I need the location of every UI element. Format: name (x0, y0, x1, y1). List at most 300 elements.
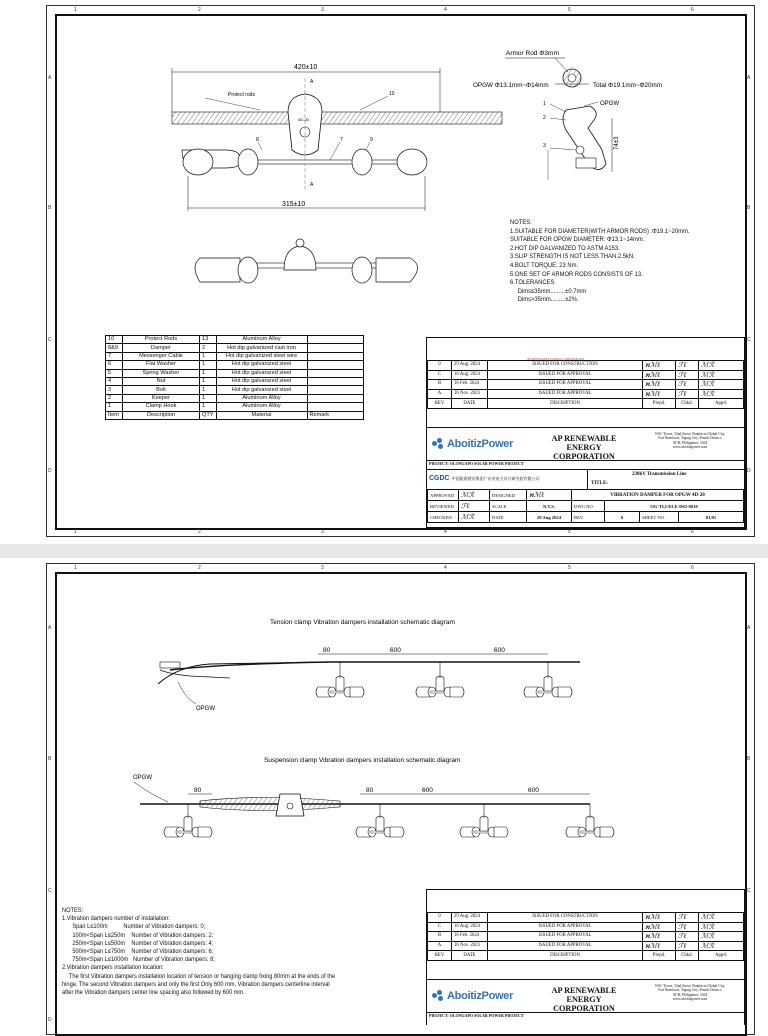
armor-rod-leader (555, 58, 568, 72)
approved-signature: ℳℛ (459, 490, 490, 501)
callout-8: 8 (256, 137, 259, 143)
suspension-dim-80-right: 80 (366, 787, 374, 794)
bom-item: 2 (106, 394, 123, 402)
rev-id: A (428, 941, 452, 951)
rev-prepd-signature: ⳮℳℓ (643, 922, 676, 932)
callout-9: 9 (370, 137, 373, 143)
bom-desc: Bolt (123, 386, 200, 394)
bom-remark (307, 352, 364, 360)
note-4: 4.BOLT TORQUE: 23 Nm. (510, 261, 579, 269)
revision-header (428, 951, 744, 961)
rev-header-prepd: Prepd. (643, 951, 676, 961)
rev-header-appd: Appd. (699, 951, 744, 961)
suspension-diagram-title: Suspension clamp Vibration dampers installation schematic diagram (264, 757, 461, 764)
rev-date: 16 Nov. 2023 (452, 389, 488, 399)
rev-chkd-signature: ℱℓ (676, 932, 699, 942)
dwg-no-label: DWG NO. (572, 501, 605, 512)
bom-row (106, 336, 364, 344)
bom-row (106, 394, 364, 402)
grid-row-c: C (48, 888, 52, 894)
rev-chkd-signature: ℱℓ (676, 389, 699, 399)
revision-row (428, 913, 744, 923)
rev-date: 16 Feb. 2024 (452, 380, 488, 390)
revision-table-2 (427, 912, 744, 961)
sheet2-notes (62, 907, 335, 997)
note-6b: Dims>35mm.........±2%. (517, 296, 579, 304)
leader-8 (258, 142, 262, 150)
suspension-dim-600-b: 600 (528, 787, 539, 794)
dim-body-text: 315±10 (282, 201, 306, 208)
grid-row-a-right: A (747, 75, 751, 81)
rev-desc: ISSUED FOR APPROVAL (488, 370, 643, 380)
grid-col-1: 1 (74, 7, 77, 13)
rev-desc: ISSUED FOR APPROVAL (488, 941, 643, 951)
note-1-span-3: 500m<Span L≤750m Number of Vibration dampers: 6; (72, 948, 214, 956)
bom-remark (307, 361, 364, 369)
rev-date: 29 Aug. 2024 (452, 913, 488, 923)
grid-col-2: 2 (198, 7, 201, 13)
armor-rod-text: Armor Rod Φ3mm (506, 50, 559, 57)
bom-material: Hot dip galvanized steel (216, 369, 307, 377)
bom-header-qty: QTY (200, 411, 217, 419)
damper-mass-right-outer (397, 149, 427, 175)
rev-desc: ISSUED FOR APPROVAL (488, 389, 643, 399)
rev-chkd-signature: ℱℓ (676, 380, 699, 390)
address-line: NCR, Philippines, 1634 (672, 992, 708, 997)
bom-desc: Protect Rods (123, 336, 200, 344)
rev-chkd-signature: ℱℓ (676, 941, 699, 951)
company-address (637, 984, 743, 1001)
rev-header-prepd: Prepd. (643, 399, 676, 409)
rev-header-rev: REV (428, 951, 452, 961)
grid-col-5: 5 (568, 565, 571, 571)
approval-row (428, 490, 744, 501)
side-view-bolt (576, 146, 584, 154)
clamp-part-code: 4D-20 (298, 117, 309, 122)
bom-item: 5 (106, 369, 123, 377)
note-2-text-2: hinge. The second Vibration dampers and only the first Only 600 mm, Vibration dampers centerline interval (62, 980, 330, 988)
tension-diagram-title: Tension clamp Vibration dampers installation schematic diagram (270, 619, 455, 626)
note-1: 1.SUITABLE FOR DIAMETER(WITH ARMOR RODS) :Φ19.1~20mm. (510, 227, 690, 235)
address-line: Fort Bonifacio, Taguig City, Fourth District, (658, 988, 722, 993)
tension-clamp-lower (160, 670, 230, 678)
rev-id: 0 (428, 361, 452, 371)
grid-row-d: D (48, 1017, 52, 1023)
aboitiz-logo (432, 438, 513, 450)
title-block (426, 337, 745, 528)
section-a-bottom: A (310, 182, 314, 188)
company-row (427, 979, 744, 1013)
address-line: NAC Tower, 32nd Street, Bonifacio Global City, (654, 432, 726, 436)
checked-signature: ℳℛ (459, 512, 490, 523)
rev-value: 0 (605, 512, 640, 523)
grid-col-2: 2 (198, 565, 201, 571)
bom-item: 6 (106, 361, 123, 369)
aboitiz-wordmark: AboitizPower (447, 438, 514, 450)
bom-header-material: Material (216, 411, 307, 419)
bom-header-remark: Remark (307, 411, 364, 419)
scale-value: N.T.S. (527, 501, 572, 512)
bill-of-materials (105, 335, 364, 420)
bottom-view-clamp-top (296, 239, 304, 247)
bottom-view-mass-left (195, 258, 240, 282)
bom-item: 8&9 (106, 344, 123, 352)
bom-desc: Nut (123, 377, 200, 385)
tension-dim-80: 80 (323, 647, 331, 654)
bom-qty: 13 (200, 336, 217, 344)
revision-row (428, 941, 744, 951)
revision-row (428, 389, 744, 399)
note-1-span-4: 750m<Span L≤1000m Number of Vibration dampers: 8; (72, 956, 215, 964)
rev-prepd-signature: ⳮℳℓ (643, 913, 676, 923)
approval-stamp-text: AP RENEWABLE ENERGY CORPORATION (527, 357, 585, 361)
sheet-no-label: SHEET NO. (640, 512, 679, 523)
tension-opgw-leader (178, 682, 196, 704)
protect-rods-label: Protect rods (228, 92, 255, 98)
bom-desc: Damper (123, 344, 200, 352)
rev-label: REV. (572, 512, 605, 523)
grid-row-c-right: C (747, 337, 751, 343)
bom-material: Hot dip galvanized steel (216, 377, 307, 385)
note-2: 2.Vibration dampers installation location: (62, 964, 164, 972)
line-name: 230kV Transmission Line (632, 472, 687, 477)
reviewed-label: REVIEWED (428, 501, 459, 512)
rev-date: 16 Nov. 2023 (452, 941, 488, 951)
rev-prepd-signature: ⳮℳℓ (643, 380, 676, 390)
grid-col-2-bottom: 2 (198, 529, 201, 535)
tension-dim-600-b: 600 (494, 647, 505, 654)
side-opgw-label: OPGW (600, 101, 619, 107)
cgdc-mark: CGDC (429, 475, 450, 482)
note-2: 2.HOT DIP GALVANIZED TO ASTM A153. (510, 244, 620, 252)
opgw-conductor-with-rods (172, 112, 502, 124)
grid-row-c-right: C (747, 888, 751, 894)
rev-header-appd: Appd. (699, 399, 744, 409)
rev-chkd-signature: ℱℓ (676, 913, 699, 923)
drawing-title: VIBRATION DAMPER FOR OPGW 4D-20 (572, 490, 744, 501)
rev-appd-signature: ℳℛ (699, 380, 744, 390)
approval-row (428, 512, 744, 523)
bom-material: Hot dip galvanized steel wire (216, 352, 307, 360)
grid-col-6-bottom: 6 (691, 529, 694, 535)
callout-2: 2 (543, 115, 546, 121)
rev-id: B (428, 932, 452, 942)
title-block-blank-row (427, 338, 744, 361)
note-6: 6.TOLERANCES (510, 279, 555, 287)
bom-material: Hot dip galvanized steel (216, 386, 307, 394)
bom-material: Aluminum Alloy (216, 336, 307, 344)
rev-id: B (428, 380, 452, 390)
bom-material: Aluminum Alloy (216, 403, 307, 411)
rev-prepd-signature: ⳮℳℓ (643, 361, 676, 371)
designed-signature: ⳮℳℓ (527, 490, 572, 501)
note-6a: Dims≤35mm.........±0.7mm (517, 287, 587, 295)
note-2-text-1: The first Vibration dampers installation location of tension or hanging clamp fixing 80mm at the ends of the (68, 972, 336, 980)
suspension-dim-600-a: 600 (422, 787, 433, 794)
rev-header-desc: DISCRIPTION (488, 951, 643, 961)
bom-remark (307, 336, 364, 344)
rev-desc: ISSUED FOR CONSTRUCTION (488, 913, 643, 923)
note-2-text-3: after the Vibration dampers center line spacing also followed by 600 mm. (62, 989, 245, 997)
rev-appd-signature: ℳℛ (699, 370, 744, 380)
note-1: 1.Vibration dampers number of installation: (62, 915, 170, 923)
bom-remark (307, 403, 364, 411)
bottom-view-mass-right (376, 258, 418, 282)
revision-header (428, 399, 744, 409)
approval-grid (427, 489, 744, 523)
bottom-view-mass-left-inner (238, 257, 258, 283)
damper-mass-left-inner (238, 149, 258, 175)
grid-col-3: 3 (321, 7, 324, 13)
leader-7 (330, 142, 340, 160)
note-5: 5.ONE SET OF ARMOR RODS CONSISTS OF 13. (510, 270, 643, 278)
bom-desc: Spring Washer (123, 369, 200, 377)
grid-col-4-bottom: 4 (444, 529, 447, 535)
date-label: DATE (490, 512, 527, 523)
address-line: www.aboitizpower.com (672, 444, 708, 449)
bom-item: 1 (106, 403, 123, 411)
rev-id: 0 (428, 913, 452, 923)
rev-prepd-signature: ⳮℳℓ (643, 389, 676, 399)
divider (587, 470, 588, 490)
rev-date: 16 Aug. 2024 (452, 370, 488, 380)
bom-row (106, 344, 364, 352)
company-row (427, 427, 744, 461)
rev-appd-signature: ℳℛ (699, 922, 744, 932)
bom-qty: 1 (200, 352, 217, 360)
grid-col-5-bottom: 5 (568, 529, 571, 535)
cgdc-logo (429, 475, 540, 482)
date-value: 29 Aug 2024 (527, 512, 572, 523)
title-label: TITLE: (591, 481, 608, 486)
bom-row (106, 369, 364, 377)
grid-col-1-bottom: 1 (74, 529, 77, 535)
address-line: www.aboitizpower.com (672, 996, 708, 1001)
opgw-core (568, 74, 576, 82)
grid-col-3: 3 (321, 565, 324, 571)
company-address (637, 432, 743, 449)
rev-desc: ISSUED FOR APPROVAL (488, 922, 643, 932)
approved-label: APPROVED (428, 490, 459, 501)
rev-header-date: DATE (452, 399, 488, 409)
grid-col-1: 1 (74, 565, 77, 571)
rev-prepd-signature: ⳮℳℓ (643, 941, 676, 951)
rev-header-date: DATE (452, 951, 488, 961)
notes-heading: NOTES: (510, 219, 532, 226)
dim-vertical-text: 74±3 (614, 136, 620, 150)
bottom-view-mass-right-inner (352, 257, 372, 283)
suspension-opgw-label: OPGW (133, 775, 152, 781)
drawing-sheet-2 (0, 558, 768, 1024)
rev-prepd-signature: ⳮℳℓ (643, 932, 676, 942)
company-name: AP RENEWABLE ENERGY CORPORATION (551, 986, 617, 1013)
rev-appd-signature: ℳℛ (699, 941, 744, 951)
aboitiz-bubbles-icon (432, 438, 444, 450)
bottom-view-clamp (284, 246, 316, 270)
bom-header-desc: Description (123, 411, 200, 419)
rev-desc: ISSUED FOR APPROVAL (488, 380, 643, 390)
rev-prepd-signature: ⳮℳℓ (643, 370, 676, 380)
note-1-span-2: 250m<Span L≤500m Number of Vibration dampers: 4; (72, 939, 214, 947)
grid-row-a-right: A (747, 625, 751, 631)
grid-col-6: 6 (691, 565, 694, 571)
grid-row-d: D (48, 468, 52, 474)
total-dia-text: Total Φ19.1mm~Φ20mm (593, 82, 663, 89)
tension-opgw-label: OPGW (196, 706, 215, 712)
rev-header-chkd: Chkd. (676, 399, 699, 409)
rev-appd-signature: ℳℛ (699, 361, 744, 371)
grid-row-b-right: B (747, 756, 751, 762)
bom-row (106, 403, 364, 411)
bom-qty: 1 (200, 377, 217, 385)
bom-row (106, 361, 364, 369)
address-line: NAC Tower, 32nd Street, Bonifacio Global City, (654, 984, 726, 988)
bom-header (106, 411, 364, 419)
rev-desc: ISSUED FOR CONSTRUCTION (488, 361, 643, 371)
grid-row-b-right: B (747, 205, 751, 211)
grid-row-c: C (48, 337, 52, 343)
bom-item: 4 (106, 377, 123, 385)
bom-qty: 1 (200, 369, 217, 377)
bom-remark (307, 377, 364, 385)
company-name: AP RENEWABLE ENERGY CORPORATION (551, 434, 617, 461)
dim-overall-text: 420±10 (294, 64, 318, 71)
project-name: PROJECT: OLONGAPO SOLAR POWER PROJECT (429, 461, 524, 466)
bom-row (106, 352, 364, 360)
bom-qty: 1 (200, 361, 217, 369)
grid-row-a: A (48, 625, 52, 631)
approval-row (428, 501, 744, 512)
suspension-damper-left (164, 816, 212, 837)
bom-material: Hot dip galvanized cast iron (216, 344, 307, 352)
grid-col-4: 4 (444, 565, 447, 571)
tension-clamp-fitting (160, 662, 180, 668)
aboitiz-bubbles-icon (432, 990, 444, 1002)
bom-header-item: Item (106, 411, 123, 419)
bom-qty: 1 (200, 403, 217, 411)
tension-dim-600-a: 600 (390, 647, 401, 654)
bom-row (106, 386, 364, 394)
sheet1-notes (510, 219, 689, 305)
rev-id: A (428, 389, 452, 399)
opgw-dia-text: OPGW Φ13.1mm~Φ14mm (473, 82, 549, 89)
bom-qty: 2 (200, 344, 217, 352)
bom-remark (307, 369, 364, 377)
project-name: PROJECT: OLONGAPO SOLAR POWER PROJECT (429, 1013, 524, 1018)
leader-opgw (584, 102, 598, 106)
designed-label: DESIGNED (490, 490, 527, 501)
rev-header-rev: REV (428, 399, 452, 409)
address-line: Fort Bonifacio, Taguig City, Fourth District, (658, 436, 722, 441)
bom-item: 10 (106, 336, 123, 344)
aboitiz-logo (432, 990, 513, 1002)
section-a-top: A (310, 79, 314, 85)
notes-heading: NOTES: (62, 907, 84, 914)
grid-col-5: 5 (568, 7, 571, 13)
revision-row (428, 932, 744, 942)
tension-damper-1 (316, 676, 364, 697)
suspension-armor-rods (200, 798, 340, 811)
leader-3 (550, 148, 576, 150)
revision-row (428, 361, 744, 371)
bom-item: 3 (106, 386, 123, 394)
rev-date: 16 Aug. 2024 (452, 922, 488, 932)
bom-desc: Keeper (123, 394, 200, 402)
suspension-damper-2 (460, 816, 508, 837)
rev-header-chkd: Chkd. (676, 951, 699, 961)
callout-10: 10 (389, 91, 395, 97)
dwg-no-value: OG-TLI-ELE-D02-0018 (605, 501, 744, 512)
leader-protect-rods (205, 98, 260, 110)
aboitiz-wordmark: AboitizPower (447, 990, 514, 1002)
rev-id: C (428, 370, 452, 380)
grid-row-b: B (48, 756, 52, 762)
damper-mass-right-inner (352, 149, 372, 175)
bom-remark (307, 394, 364, 402)
rev-date: 16 Feb. 2024 (452, 932, 488, 942)
bom-item: 7 (106, 352, 123, 360)
grid-col-3-bottom: 3 (321, 529, 324, 535)
grid-col-6: 6 (691, 7, 694, 13)
designer-row (427, 469, 744, 490)
note-1-span-1: 100m<Span L≤250m Number of Vibration dampers: 2; (72, 931, 214, 939)
bom-qty: 1 (200, 394, 217, 402)
bom-material: Hot dip galvanized steel (216, 361, 307, 369)
suspension-clamp-bolt (287, 803, 293, 809)
revision-row (428, 370, 744, 380)
callout-1: 1 (543, 101, 546, 107)
leader-1 (550, 104, 566, 112)
damper-mass-left-outer (183, 149, 213, 175)
note-1b: SUITABLE FOR OPGW DIAMETER: Φ13.1~14mm. (510, 236, 645, 244)
leader-9 (366, 142, 370, 150)
rev-chkd-signature: ℱℓ (676, 922, 699, 932)
bom-desc: Flat Washer (123, 361, 200, 369)
sheet-no-value: 01/01 (679, 512, 744, 523)
callout-3: 3 (543, 143, 546, 149)
rev-chkd-signature: ℱℓ (676, 370, 699, 380)
grid-row-d-right: D (747, 468, 751, 474)
revision-row (428, 922, 744, 932)
rev-id: C (428, 922, 452, 932)
tension-damper-2 (416, 676, 464, 697)
rev-chkd-signature: ℱℓ (676, 361, 699, 371)
rev-appd-signature: ℳℛ (699, 389, 744, 399)
grid-col-4: 4 (444, 7, 447, 13)
suspension-dim-80-left: 80 (194, 787, 202, 794)
cgdc-name: 中国能源建设集团广东省电力设计研究院有限公司 (451, 475, 540, 481)
address-line: NCR, Philippines, 1634 (672, 440, 708, 445)
rev-header-desc: DISCRIPTION (488, 399, 643, 409)
callout-7: 7 (340, 137, 343, 143)
reviewed-signature: ℱℓ (459, 501, 490, 512)
title-block-2 (426, 889, 745, 1025)
revision-table (427, 360, 744, 409)
rev-appd-signature: ℳℛ (699, 932, 744, 942)
scale-label: SCALE (490, 501, 527, 512)
tension-damper-3 (524, 676, 572, 697)
title-block-blank-row (427, 890, 744, 913)
bom-remark (307, 344, 364, 352)
bom-qty: 1 (200, 386, 217, 394)
bom-desc: Messenger Cable (123, 352, 200, 360)
revision-row (428, 380, 744, 390)
bom-desc: Clamp Hook (123, 403, 200, 411)
suspension-damper-1 (356, 816, 404, 837)
tension-armor-rods (158, 662, 330, 684)
checked-label: CHECKED (428, 512, 459, 523)
rev-desc: ISSUED FOR APPROVAL (488, 932, 643, 942)
